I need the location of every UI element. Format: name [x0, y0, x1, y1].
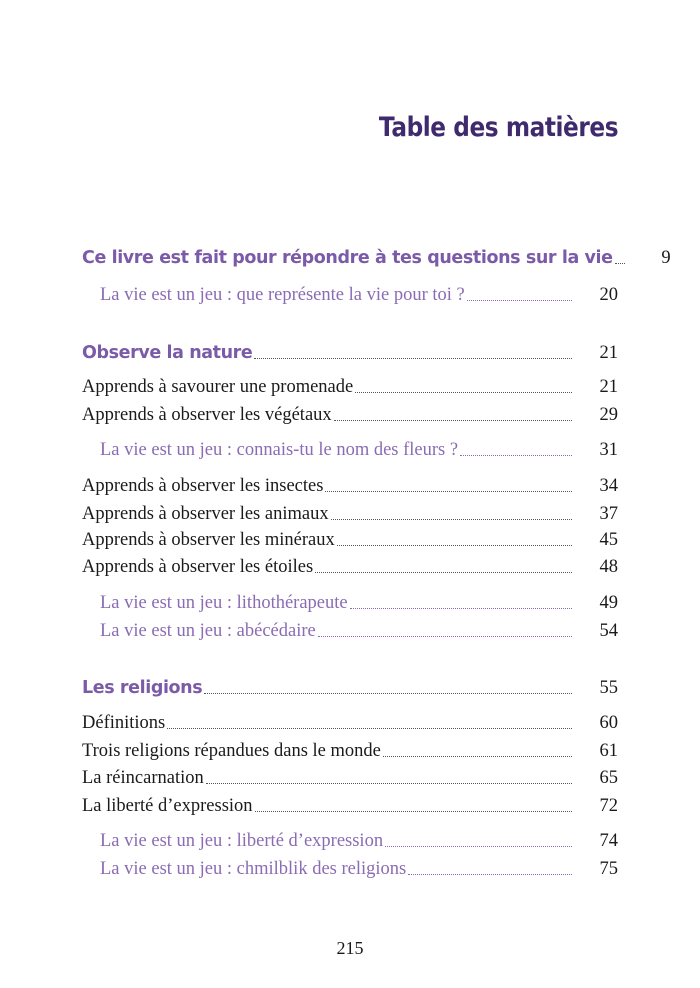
- toc-entry-game: [100, 852, 618, 880]
- toc-entry-page: 55: [599, 678, 618, 698]
- dot-leader: [467, 300, 572, 301]
- dot-leader: [325, 491, 572, 492]
- toc-entry-label: Ce livre est fait pour répondre à tes questions sur la vie: [82, 248, 613, 268]
- toc-entry: [82, 706, 618, 734]
- dot-leader: [255, 811, 572, 812]
- dot-leader: [460, 455, 572, 456]
- dot-leader: [350, 608, 572, 609]
- toc-entry-page: 34: [599, 476, 618, 496]
- toc-entry-page: 21: [599, 343, 618, 363]
- toc-entry-game: [100, 824, 618, 852]
- toc-entry-section-intro: [82, 241, 671, 269]
- dot-leader: [334, 420, 572, 421]
- toc-entry-label: Trois religions répandues dans le monde: [82, 741, 381, 761]
- toc-entry: [82, 469, 618, 497]
- toc-entry: [82, 550, 618, 578]
- dot-leader: [408, 874, 572, 875]
- dot-leader: [385, 846, 572, 847]
- toc-entry-label: Définitions: [82, 713, 166, 733]
- toc-entry-label: Apprends à observer les étoiles: [82, 557, 314, 577]
- toc-entry: [82, 497, 618, 525]
- toc-entry-section-religions: [82, 671, 618, 699]
- toc-entry-page: 65: [599, 768, 618, 788]
- toc-entry: [82, 761, 618, 789]
- toc-entry-page: 60: [599, 713, 618, 733]
- dot-leader: [331, 519, 572, 520]
- toc-entry: [82, 370, 618, 398]
- dot-leader: [355, 392, 572, 393]
- page-title: Table des matières: [378, 112, 618, 143]
- toc-entry-label: Apprends à savourer une promenade: [82, 377, 354, 397]
- toc-entry-game: [100, 278, 618, 306]
- toc-entry-label: La réincarnation: [82, 768, 204, 788]
- toc-entry-page: 49: [599, 593, 618, 613]
- dot-leader: [254, 358, 572, 359]
- toc-entry-page: 72: [599, 796, 618, 816]
- toc-entry-label: Les religions: [82, 678, 203, 698]
- toc-entry-page: 48: [599, 557, 618, 577]
- toc-entry-page: 20: [599, 285, 618, 305]
- toc-entry-game: [100, 614, 618, 642]
- dot-leader: [318, 636, 572, 637]
- toc-entry: [82, 734, 618, 762]
- dot-leader: [206, 783, 572, 784]
- dot-leader: [615, 263, 625, 264]
- dot-leader: [315, 572, 572, 573]
- toc-entry-page: 45: [599, 530, 618, 550]
- toc-entry-label: La vie est un jeu : abécédaire: [100, 621, 316, 641]
- toc-entry-page: 29: [599, 405, 618, 425]
- toc-entry-page: 21: [599, 377, 618, 397]
- toc-entry-page: 31: [599, 440, 618, 460]
- toc-entry-label: La vie est un jeu : connais-tu le nom des fleurs ?: [100, 440, 459, 460]
- toc-entry-page: 75: [599, 859, 618, 879]
- toc-entry: [82, 523, 618, 551]
- toc-entry: [82, 789, 618, 817]
- toc-entry-page: 37: [599, 504, 618, 524]
- dot-leader: [167, 728, 572, 729]
- toc-entry-page: 61: [599, 741, 618, 761]
- toc-entry-label: Apprends à observer les animaux: [82, 504, 329, 524]
- toc-entry-label: Apprends à observer les végétaux: [82, 405, 332, 425]
- toc-entry-section-nature: [82, 336, 618, 364]
- page-number: 215: [336, 938, 364, 958]
- dot-leader: [383, 756, 572, 757]
- dot-leader: [337, 545, 572, 546]
- toc-entry-label: La vie est un jeu : que représente la vie pour toi ?: [100, 285, 465, 305]
- toc-entry-label: La vie est un jeu : liberté d’expression: [100, 831, 384, 851]
- toc-entry-game: [100, 433, 618, 461]
- toc-entry-game: [100, 586, 618, 614]
- toc-entry: [82, 398, 618, 426]
- toc-entry-label: La liberté d’expression: [82, 796, 253, 816]
- toc-entry-label: Apprends à observer les insectes: [82, 476, 324, 496]
- toc-entry-label: La vie est un jeu : chmilblik des religions: [100, 859, 407, 879]
- dot-leader: [204, 693, 572, 694]
- toc-entry-page: 9: [661, 248, 671, 268]
- toc-entry-label: La vie est un jeu : lithothérapeute: [100, 593, 348, 613]
- toc-entry-label: Observe la nature: [82, 343, 253, 363]
- toc-entry-label: Apprends à observer les minéraux: [82, 530, 335, 550]
- toc-entry-page: 74: [599, 831, 618, 851]
- toc-entry-page: 54: [599, 621, 618, 641]
